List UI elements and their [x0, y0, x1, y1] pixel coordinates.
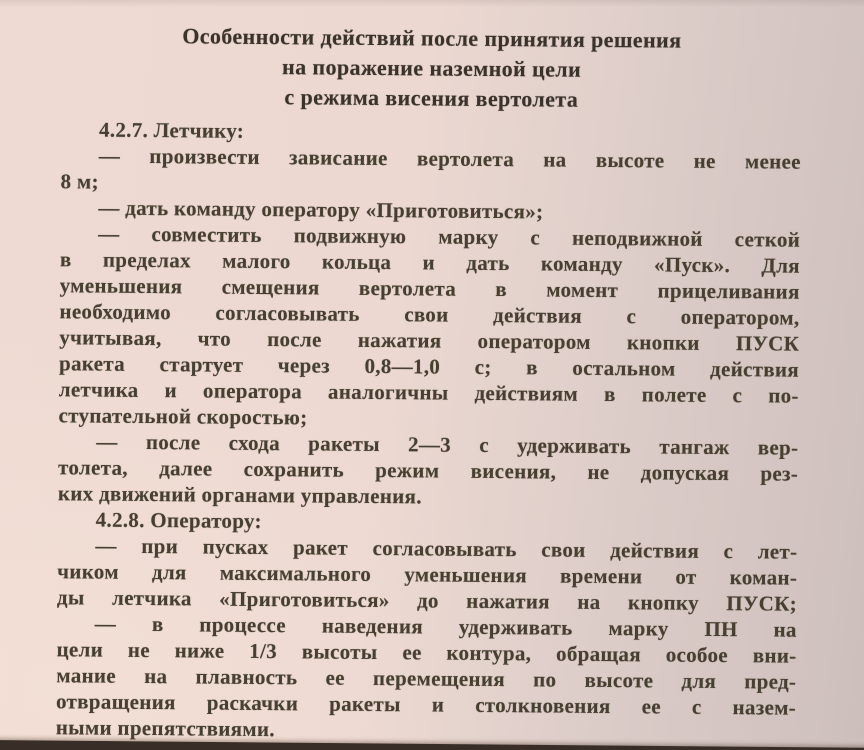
text-line: необходимо согласовывать свои действия с оператором,: [59, 299, 800, 330]
page-text-block: [56, 20, 802, 746]
text-line: ракета стартует через 0,8—1,0 с; в остальном действия: [58, 351, 800, 382]
text-line: — при пусках ракет согласовывать свои действия с лет-: [95, 533, 798, 564]
text-line: отвращения раскачки ракеты и столкновения ее с назем-: [55, 689, 797, 720]
text-line: цели не ниже 1/3 высоты ее контура, обращая особое вни-: [56, 637, 797, 668]
text-line: ступательной скоростью;: [58, 403, 308, 430]
text-line: мание на плавность ее перемещения по высоте для пред-: [56, 663, 797, 694]
title-line: на поражение наземной цели: [281, 54, 582, 82]
text-line: толета, далее сохранить режим висения, не допуская рез-: [58, 455, 799, 486]
text-line: чиком для максимального уменьшения времени от коман-: [57, 559, 798, 590]
text-line: 8 м;: [60, 169, 99, 194]
text-line: учитывая, что после нажатия оператором кнопки ПУСК: [59, 325, 800, 356]
title-line: с режима висения вертолета: [284, 84, 579, 112]
text-line: 4.2.8. Оператору:: [95, 507, 262, 534]
text-line: ными препятствиями.: [55, 715, 276, 742]
text-line: — совместить подвижную марку с неподвижной сеткой: [98, 221, 801, 252]
text-line: ды летчика «Приготовиться» до нажатия на кнопку ПУСК;: [56, 585, 798, 616]
text-line: летчика и оператора аналогичны действиям в полете с по-: [58, 377, 799, 408]
text-line: ких движений органами управления.: [57, 481, 422, 509]
text-line: 4.2.7. Летчику:: [98, 117, 245, 143]
text-line: — после схода ракеты 2—3 с удерживать тангаж вер-: [96, 429, 799, 460]
title-line: Особенности действий после принятия решения: [182, 23, 682, 53]
text-line: уменьшения смещения вертолета в момент прицеливания: [59, 273, 800, 304]
text-line: — в процессе наведения удерживать марку ПН на: [94, 611, 797, 642]
text-line: — произвести зависание вертолета на высоте не менее: [98, 143, 801, 174]
text-line: — дать команду оператору «Приготовиться»;: [98, 195, 544, 224]
body-text: [56, 116, 801, 746]
text-line: в пределах малого кольца и дать команду «Пуск». Для: [59, 247, 801, 278]
section-title: [61, 20, 802, 116]
